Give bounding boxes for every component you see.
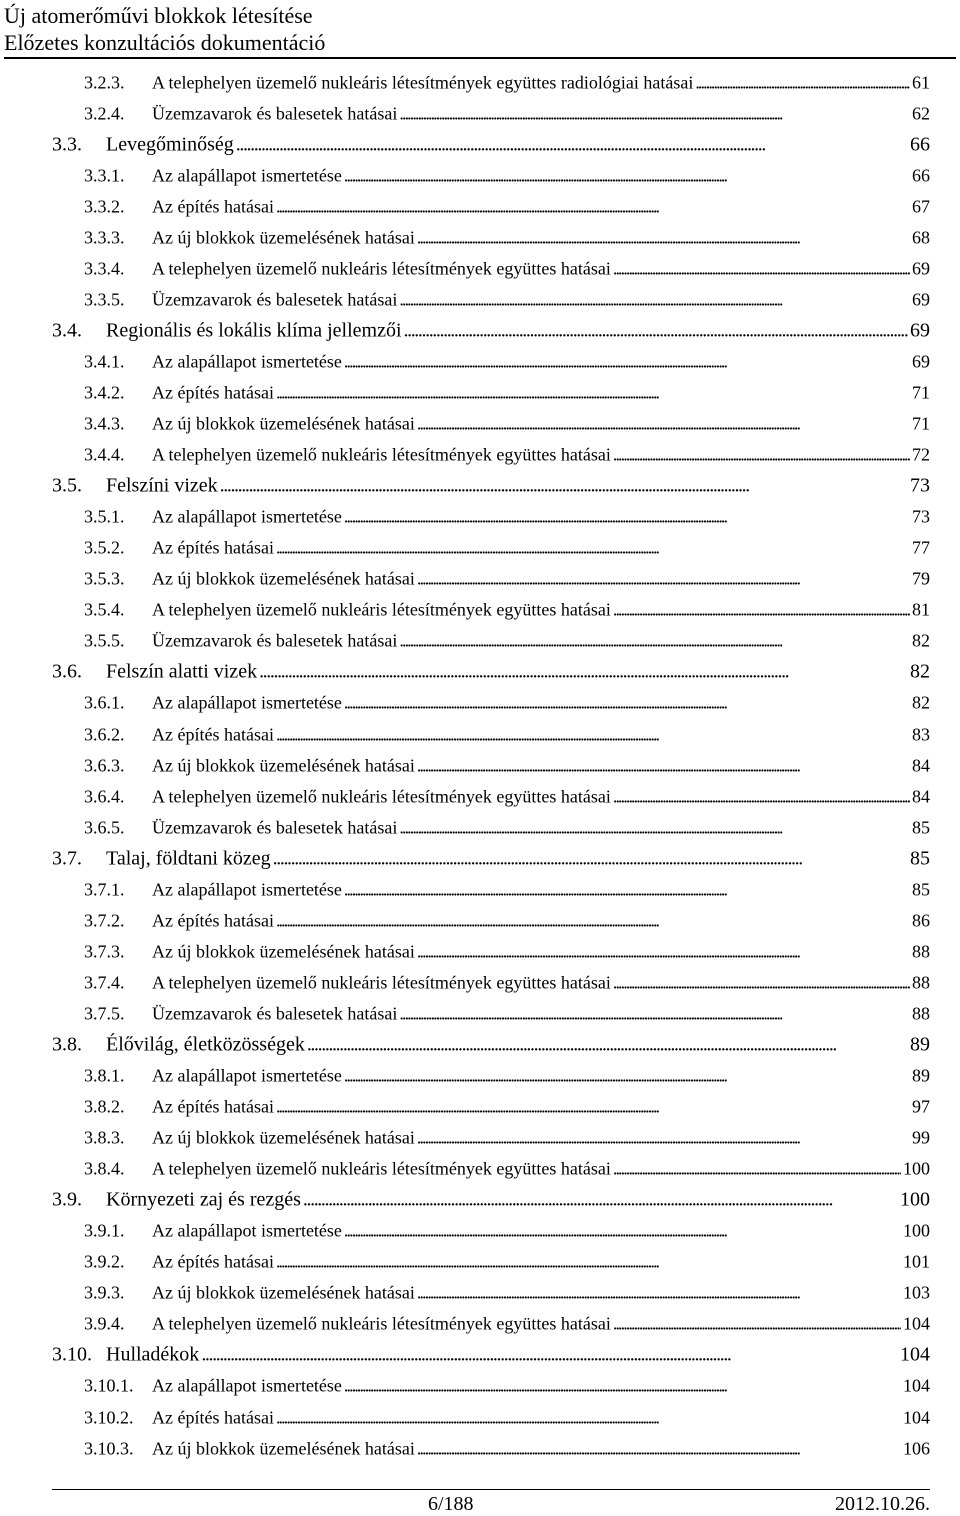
toc-entry[interactable] <box>0 1061 960 1092</box>
toc-entry-number: 3.9. <box>52 1188 82 1211</box>
header-divider <box>4 57 956 59</box>
toc-entry-page: 82 <box>912 692 930 713</box>
toc-entry-page: 100 <box>903 1158 930 1179</box>
toc-entry[interactable] <box>0 191 960 222</box>
toc-entry-number: 3.6.5. <box>84 817 125 838</box>
toc-dot-leader <box>613 786 910 807</box>
toc-entry-title: Az építés hatásai <box>152 1096 274 1117</box>
toc-entry-page: 82 <box>910 660 930 683</box>
toc-entry-number: 3.2.4. <box>84 103 125 124</box>
toc-entry[interactable] <box>0 1247 960 1278</box>
toc-entry-title: Az építés hatásai <box>152 1251 274 1272</box>
toc-entry[interactable] <box>0 1278 960 1309</box>
toc-entry-number: 3.5. <box>52 474 82 497</box>
toc-entry[interactable] <box>0 1216 960 1247</box>
toc-entry-title: Az új blokkok üzemelésének hatásai <box>152 568 415 589</box>
toc-dot-leader <box>201 1344 898 1367</box>
toc-dot-leader <box>613 258 910 279</box>
toc-dot-leader <box>276 910 910 931</box>
toc-entry-title: A telephelyen üzemelő nukleáris létesítmények együttes hatásai <box>152 258 611 279</box>
toc-entry-number: 3.7. <box>52 847 82 870</box>
toc-entry-number: 3.4. <box>52 319 82 342</box>
toc-entry-title: Az alapállapot ismertetése <box>152 692 342 713</box>
toc-dot-leader <box>613 1159 901 1180</box>
toc-dot-leader <box>344 1376 901 1397</box>
toc-entry-page: 66 <box>910 133 930 156</box>
toc-dot-leader <box>417 755 910 776</box>
toc-dot-leader <box>344 693 910 714</box>
toc-entry[interactable] <box>0 284 960 315</box>
toc-entry-title: A telephelyen üzemelő nukleáris létesítmények együttes hatásai <box>152 1313 611 1334</box>
toc-entry[interactable] <box>0 533 960 564</box>
toc-entry[interactable] <box>0 781 960 812</box>
toc-entry-page: 104 <box>903 1375 930 1396</box>
toc-entry-number: 3.6.1. <box>84 692 125 713</box>
toc-entry-number: 3.6.2. <box>84 724 125 744</box>
toc-entry-title: Az alapállapot ismertetése <box>152 879 342 900</box>
toc-entry-page: 89 <box>912 1065 930 1086</box>
toc-entry-title: Üzemzavarok és balesetek hatásai <box>152 630 398 651</box>
toc-entry-title: Az alapállapot ismertetése <box>152 351 342 372</box>
toc-entry-number: 3.7.1. <box>84 879 125 900</box>
toc-entry[interactable] <box>0 719 960 750</box>
toc-entry[interactable] <box>0 905 960 936</box>
toc-entry-number: 3.4.2. <box>84 382 125 403</box>
toc-dot-leader <box>276 1097 910 1118</box>
toc-entry-number: 3.9.3. <box>84 1282 125 1303</box>
toc-entry-number: 3.3.5. <box>84 289 125 310</box>
toc-entry[interactable] <box>0 160 960 191</box>
toc-entry-page: 103 <box>903 1282 930 1303</box>
toc-entry-number: 3.10. <box>52 1343 92 1366</box>
toc-entry[interactable] <box>0 1154 960 1185</box>
header-title: Új atomerőművi blokkok létesítése <box>4 3 313 28</box>
toc-entry-number: 3.4.1. <box>84 351 125 372</box>
toc-entry[interactable] <box>0 1371 960 1402</box>
toc-entry[interactable] <box>0 998 960 1029</box>
toc-entry-page: 66 <box>912 165 930 186</box>
toc-entry-page: 104 <box>903 1313 930 1334</box>
toc-entry-title: A telephelyen üzemelő nukleáris létesítmények együttes hatásai <box>152 599 611 620</box>
toc-entry-page: 85 <box>910 847 930 870</box>
table-of-contents <box>0 67 960 1464</box>
toc-entry-title: A telephelyen üzemelő nukleáris létesítmények együttes hatásai <box>152 1158 611 1179</box>
toc-entry[interactable] <box>0 346 960 377</box>
toc-dot-leader <box>399 103 910 124</box>
toc-entry-number: 3.3.1. <box>84 165 125 186</box>
toc-entry-page: 88 <box>912 972 930 993</box>
toc-entry-title: Az alapállapot ismertetése <box>152 1065 342 1086</box>
toc-entry-title: Üzemzavarok és balesetek hatásai <box>152 817 398 838</box>
toc-entry[interactable] <box>0 1029 960 1060</box>
toc-dot-leader <box>613 600 910 621</box>
toc-entry-number: 3.7.4. <box>84 972 125 993</box>
toc-entry-title: Regionális és lokális klíma jellemzői <box>106 319 402 342</box>
toc-entry-number: 3.10.2. <box>84 1407 134 1428</box>
toc-entry-title: Az új blokkok üzemelésének hatásai <box>152 227 415 248</box>
toc-dot-leader <box>344 1221 901 1242</box>
toc-dot-leader <box>344 165 910 186</box>
toc-entry[interactable] <box>0 750 960 781</box>
toc-entry-number: 3.6.3. <box>84 755 125 776</box>
toc-entry-page: 82 <box>912 630 930 651</box>
toc-entry-title: Az építés hatásai <box>152 537 274 558</box>
toc-dot-leader <box>220 475 908 498</box>
toc-entry-title: A telephelyen üzemelő nukleáris létesítmények együttes hatásai <box>152 972 611 993</box>
toc-entry-page: 83 <box>912 724 930 744</box>
toc-dot-leader <box>399 817 910 838</box>
toc-dot-leader <box>613 445 910 466</box>
toc-entry-title: A telephelyen üzemelő nukleáris létesítmények együttes hatásai <box>152 444 611 465</box>
toc-entry-page: 69 <box>912 289 930 310</box>
toc-entry-number: 3.3.4. <box>84 258 125 279</box>
toc-entry-number: 3.3.3. <box>84 227 125 248</box>
toc-entry-page: 89 <box>910 1033 930 1056</box>
toc-dot-leader <box>236 133 908 156</box>
toc-dot-leader <box>399 631 910 652</box>
toc-dot-leader <box>417 569 910 590</box>
toc-entry[interactable] <box>0 471 960 502</box>
toc-entry-title: Az építés hatásai <box>152 382 274 403</box>
toc-dot-leader <box>276 1407 901 1428</box>
toc-dot-leader <box>276 724 910 745</box>
toc-entry-title: Felszín alatti vizek <box>106 660 258 683</box>
toc-entry[interactable] <box>0 98 960 129</box>
toc-entry-title: Az új blokkok üzemelésének hatásai <box>152 941 415 962</box>
toc-entry[interactable] <box>0 967 960 998</box>
toc-entry-title: Az alapállapot ismertetése <box>152 1220 342 1241</box>
toc-entry-title: Az új blokkok üzemelésének hatásai <box>152 1282 415 1303</box>
toc-entry[interactable] <box>0 502 960 533</box>
toc-dot-leader <box>259 661 908 684</box>
toc-entry-title: Az építés hatásai <box>152 1407 274 1428</box>
toc-entry[interactable] <box>0 564 960 595</box>
toc-dot-leader <box>417 941 910 962</box>
toc-entry-page: 81 <box>912 599 930 620</box>
toc-entry-title: Az alapállapot ismertetése <box>152 165 342 186</box>
toc-entry[interactable] <box>0 1092 960 1123</box>
toc-dot-leader <box>303 1189 898 1212</box>
toc-entry[interactable] <box>0 440 960 471</box>
toc-entry-page: 69 <box>910 319 930 342</box>
toc-dot-leader <box>417 1438 901 1459</box>
toc-entry-page: 104 <box>900 1343 930 1366</box>
toc-entry-title: Hulladékok <box>106 1343 200 1366</box>
toc-entry-number: 3.8.3. <box>84 1127 125 1148</box>
toc-entry-number: 3.8.2. <box>84 1096 125 1117</box>
toc-entry[interactable] <box>0 657 960 688</box>
toc-entry-page: 88 <box>912 1003 930 1024</box>
toc-entry[interactable] <box>0 1433 960 1464</box>
toc-entry-number: 3.5.5. <box>84 630 125 651</box>
toc-dot-leader <box>344 1066 910 1087</box>
toc-entry-number: 3.8.4. <box>84 1158 125 1179</box>
toc-entry-title: Az építés hatásai <box>152 196 274 217</box>
toc-dot-leader <box>344 507 910 528</box>
toc-dot-leader <box>276 196 910 217</box>
toc-dot-leader <box>276 1252 901 1273</box>
toc-dot-leader <box>344 879 910 900</box>
toc-entry-number: 3.8. <box>52 1033 82 1056</box>
toc-entry-page: 77 <box>912 537 930 558</box>
toc-entry[interactable] <box>0 253 960 284</box>
toc-entry[interactable] <box>0 409 960 440</box>
toc-entry-number: 3.8.1. <box>84 1065 125 1086</box>
toc-dot-leader <box>307 1033 908 1056</box>
running-header <box>4 2 960 56</box>
toc-entry-title: Felszíni vizek <box>106 474 218 497</box>
toc-entry[interactable] <box>0 936 960 967</box>
toc-entry-number: 3.5.2. <box>84 537 125 558</box>
toc-entry-page: 85 <box>912 817 930 838</box>
toc-entry-number: 3.5.3. <box>84 568 125 589</box>
toc-dot-leader <box>417 414 910 435</box>
toc-entry-number: 3.5.1. <box>84 506 125 527</box>
toc-dot-leader <box>276 382 910 403</box>
toc-entry-title: Környezeti zaj és rezgés <box>106 1188 301 1211</box>
toc-entry-title: Üzemzavarok és balesetek hatásai <box>152 103 398 124</box>
toc-entry-number: 3.3.2. <box>84 196 125 217</box>
toc-dot-leader <box>417 1283 901 1304</box>
toc-entry-title: Talaj, földtani közeg <box>106 847 271 870</box>
toc-dot-leader <box>273 847 908 870</box>
toc-entry[interactable] <box>0 688 960 719</box>
toc-entry-page: 69 <box>912 258 930 279</box>
toc-entry-title: A telephelyen üzemelő nukleáris létesítmények együttes hatásai <box>152 786 611 807</box>
footer-date: 2012.10.26. <box>835 1493 930 1515</box>
toc-entry-number: 3.2.3. <box>84 72 125 93</box>
toc-entry-page: 71 <box>912 382 930 403</box>
toc-entry-page: 67 <box>912 196 930 217</box>
toc-entry-page: 101 <box>903 1251 930 1272</box>
toc-entry-number: 3.6.4. <box>84 786 125 807</box>
toc-entry-title: Az építés hatásai <box>152 910 274 931</box>
toc-entry-page: 73 <box>910 474 930 497</box>
toc-entry[interactable] <box>0 222 960 253</box>
toc-entry-page: 100 <box>900 1188 930 1211</box>
toc-entry-number: 3.7.5. <box>84 1003 125 1024</box>
toc-entry-number: 3.4.4. <box>84 444 125 465</box>
toc-entry-page: 68 <box>912 227 930 248</box>
toc-dot-leader <box>276 538 910 559</box>
toc-entry-number: 3.10.3. <box>84 1438 134 1459</box>
toc-entry-title: Az új blokkok üzemelésének hatásai <box>152 413 415 434</box>
toc-entry-title: Az új blokkok üzemelésének hatásai <box>152 1127 415 1148</box>
toc-entry-page: 71 <box>912 413 930 434</box>
toc-entry[interactable] <box>0 1185 960 1216</box>
toc-entry[interactable] <box>0 1402 960 1433</box>
toc-entry-number: 3.5.4. <box>84 599 125 620</box>
toc-dot-leader <box>417 227 910 248</box>
toc-entry-page: 84 <box>912 786 930 807</box>
toc-entry-page: 79 <box>912 568 930 589</box>
toc-entry[interactable] <box>0 843 960 874</box>
toc-entry-title: Az építés hatásai <box>152 724 274 744</box>
toc-entry[interactable] <box>0 595 960 626</box>
toc-entry-title: Az új blokkok üzemelésének hatásai <box>152 1438 415 1459</box>
toc-entry[interactable] <box>0 626 960 657</box>
header-subtitle: Előzetes konzultációs dokumentáció <box>4 30 326 55</box>
toc-entry-number: 3.9.2. <box>84 1251 125 1272</box>
toc-entry-page: 61 <box>912 72 930 93</box>
toc-entry[interactable] <box>0 377 960 408</box>
toc-entry-page: 73 <box>912 506 930 527</box>
toc-entry-number: 3.6. <box>52 660 82 683</box>
toc-entry[interactable] <box>0 129 960 160</box>
footer-page-number: 6/188 <box>428 1493 474 1515</box>
toc-entry[interactable] <box>0 812 960 843</box>
footer-divider <box>52 1489 930 1490</box>
toc-entry-page: 104 <box>903 1407 930 1428</box>
toc-entry-number: 3.9.1. <box>84 1220 125 1241</box>
toc-entry-number: 3.4.3. <box>84 413 125 434</box>
toc-dot-leader <box>344 351 910 372</box>
toc-entry-title: Üzemzavarok és balesetek hatásai <box>152 1003 398 1024</box>
toc-entry[interactable] <box>0 315 960 346</box>
toc-entry-page: 69 <box>912 351 930 372</box>
toc-entry[interactable] <box>0 1340 960 1371</box>
toc-dot-leader <box>399 1003 910 1024</box>
toc-entry-page: 99 <box>912 1127 930 1148</box>
toc-entry-page: 85 <box>912 879 930 900</box>
toc-entry[interactable] <box>0 67 960 98</box>
toc-entry-title: Az alapállapot ismertetése <box>152 506 342 527</box>
toc-entry-number: 3.3. <box>52 133 82 156</box>
toc-entry-page: 100 <box>903 1220 930 1241</box>
toc-entry-title: Élővilág, életközösségek <box>106 1033 305 1056</box>
toc-dot-leader <box>613 1314 901 1335</box>
toc-dot-leader <box>399 289 910 310</box>
toc-entry-number: 3.7.2. <box>84 910 125 931</box>
toc-entry-number: 3.9.4. <box>84 1313 125 1334</box>
toc-entry-title: Levegőminőség <box>106 133 234 156</box>
toc-entry[interactable] <box>0 1123 960 1154</box>
toc-dot-leader <box>404 319 909 342</box>
toc-entry-page: 88 <box>912 941 930 962</box>
toc-dot-leader <box>417 1128 910 1149</box>
toc-dot-leader <box>613 972 910 993</box>
toc-entry-title: Az alapállapot ismertetése <box>152 1375 342 1396</box>
toc-entry-page: 106 <box>903 1438 930 1459</box>
toc-entry-number: 3.7.3. <box>84 941 125 962</box>
toc-entry-page: 72 <box>912 444 930 465</box>
toc-entry[interactable] <box>0 874 960 905</box>
toc-dot-leader <box>695 72 910 93</box>
toc-entry-title: Az új blokkok üzemelésének hatásai <box>152 755 415 776</box>
toc-entry-page: 86 <box>912 910 930 931</box>
toc-entry-page: 62 <box>912 103 930 124</box>
toc-entry-page: 97 <box>912 1096 930 1117</box>
toc-entry-page: 84 <box>912 755 930 776</box>
toc-entry-title: Üzemzavarok és balesetek hatásai <box>152 289 398 310</box>
toc-entry-number: 3.10.1. <box>84 1375 134 1396</box>
toc-entry[interactable] <box>0 1309 960 1340</box>
toc-entry-title: A telephelyen üzemelő nukleáris létesítmények együttes radiológiai hatásai <box>152 72 694 93</box>
